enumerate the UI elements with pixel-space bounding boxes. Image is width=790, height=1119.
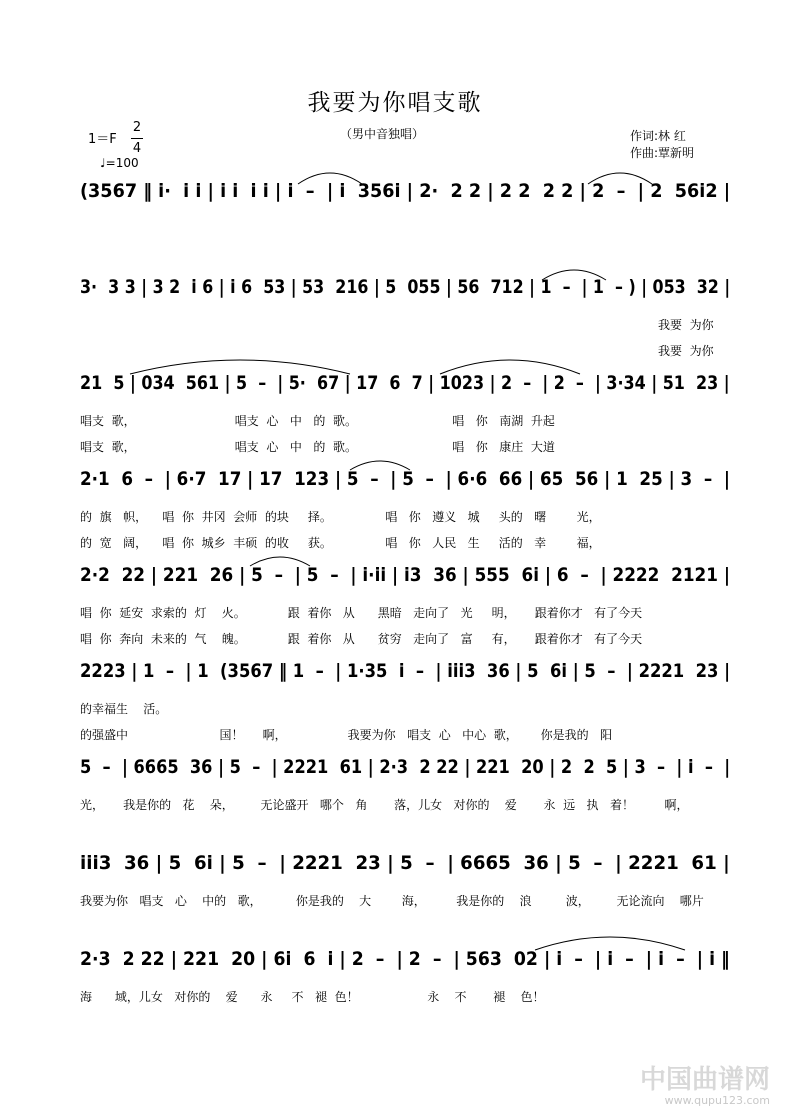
song-title: 我要为你唱支歌 xyxy=(307,90,483,116)
score-system-4 xyxy=(80,464,731,550)
lyric-verse-2: 的强盛中 国！ 啊， 我要为你 唱支 心 中心 歌， 你是我的 阳 xyxy=(80,728,613,742)
notation-line: 21 5 | 034 561 | 5 – | 5· 67 | 17 6 7 | 1023 | 2 – | 2 – | 3·34 | 51 23 | xyxy=(80,372,730,394)
meter-top: 2 xyxy=(132,120,142,135)
composer: 作曲:覃新明 xyxy=(630,146,695,160)
slur-marks xyxy=(80,944,730,984)
notation-line: (3567 ‖ i· i i | i i i i | i – | i 356i | 2· 2 2 | 2 2 2 2 | 2 – | 2 56i2 | xyxy=(80,180,731,202)
score-system-6 xyxy=(80,656,731,742)
lyric-verse-1: 海 域，儿女 对你的 爱 永 不 褪 色！ 永 不 褪 色！ xyxy=(80,990,545,1004)
lyric-verse-1: 的 旗 帜， 唱 你 井冈 会师 的块 择。 唱 你 遵义 城 头的 曙 光， xyxy=(80,510,601,524)
notation-line: 2·1 6 – | 6·7 17 | 17 123 | 5 – | 5 – | 6·6 66 | 65 56 | 1 25 | 3 – | xyxy=(80,468,731,490)
notation-line: 5 – | 6665 36 | 5 – | 2221 61 | 2·3 2 22 | 221 20 | 2 2 5 | 3 – | i – | xyxy=(80,756,731,778)
site-watermark xyxy=(639,1065,770,1109)
slur-marks xyxy=(80,272,730,312)
score-system-9 xyxy=(80,944,730,1004)
slur-marks xyxy=(80,176,730,216)
lyric-verse-2: 唱 你 奔向 未来的 气 魄。 跟 着你 从 贫穷 走向了 富 有， 跟着你才 有了今天 xyxy=(80,632,643,646)
notation-line: 3· 3 3 | 3 2 i 6 | i 6 53 | 53 216 | 5 055 | 56 712 | 1 – | 1 – ) | 053 32 | xyxy=(80,276,731,298)
lyricist: 作词:林 红 xyxy=(630,129,686,143)
tempo-marking: ♩=100 xyxy=(100,156,139,170)
notation-line: 2223 | 1 – | 1 (3567 ‖ 1 – | 1·35 i – | iii3 36 | 5 6i | 5 – | 2221 23 | xyxy=(80,660,731,682)
score-system-5 xyxy=(80,560,731,646)
lyric-verse-1: 光， 我是你的 花 朵， 无论盛开 哪个 角 落，儿女 对你的 爱 永 远 执 着！ 啊， xyxy=(80,798,689,812)
lyric-verse-1: 的幸福生 活。 xyxy=(80,702,168,716)
score-system-8 xyxy=(80,848,730,908)
watermark-url: www.qupu123.com xyxy=(664,1094,770,1107)
meter-bottom: 4 xyxy=(131,138,143,159)
song-subtitle: （男中音独唱） xyxy=(340,127,425,141)
score-system-2 xyxy=(80,272,731,358)
lyric-verse-1: 我要为你 唱支 心 中的 歌， 你是我的 大 海， 我是你的 浪 波， 无论流向 哪片 xyxy=(80,894,704,908)
slur-marks xyxy=(80,464,730,504)
key-signature: 1＝F xyxy=(88,132,117,147)
lyric-verse-2: 我要 为你 xyxy=(658,344,714,358)
watermark-site-name: 中国曲谱网 xyxy=(639,1065,770,1095)
score-system-1 xyxy=(80,176,730,236)
lyric-verse-1: 我要 为你 xyxy=(658,318,714,332)
slur-marks xyxy=(80,368,730,408)
notation-line: 2·3 2 22 | 221 20 | 6i 6 i | 2 – | 2 – | 563 02 | i – | i – | i – | i ‖ xyxy=(80,948,730,970)
notation-line: 2·2 22 | 221 26 | 5 – | 5 – | i·ii | i3 36 | 555 6i | 6 – | 2222 2121 | xyxy=(80,564,731,586)
slur-marks xyxy=(80,560,730,600)
notation-line: iii3 36 | 5 6i | 5 – | 2221 23 | 5 – | 6665 36 | 5 – | 2221 61 | xyxy=(80,852,730,874)
lyric-verse-1: 唱 你 延安 求索的 灯 火。 跟 着你 从 黑暗 走向了 光 明， 跟着你才 有了今天 xyxy=(80,606,643,620)
lyric-verse-2: 唱支 歌， 唱支 心 中 的 歌。 唱 你 康庄 大道 xyxy=(80,440,555,454)
score-system-7 xyxy=(80,752,730,812)
time-signature xyxy=(131,118,143,159)
lyric-verse-1: 唱支 歌， 唱支 心 中 的 歌。 唱 你 南湖 升起 xyxy=(80,414,555,428)
lyric-verse-2: 的 宽 阔， 唱 你 城乡 丰硕 的收 获。 唱 你 人民 生 活的 幸 福， xyxy=(80,536,601,550)
score-system-3 xyxy=(80,368,730,454)
